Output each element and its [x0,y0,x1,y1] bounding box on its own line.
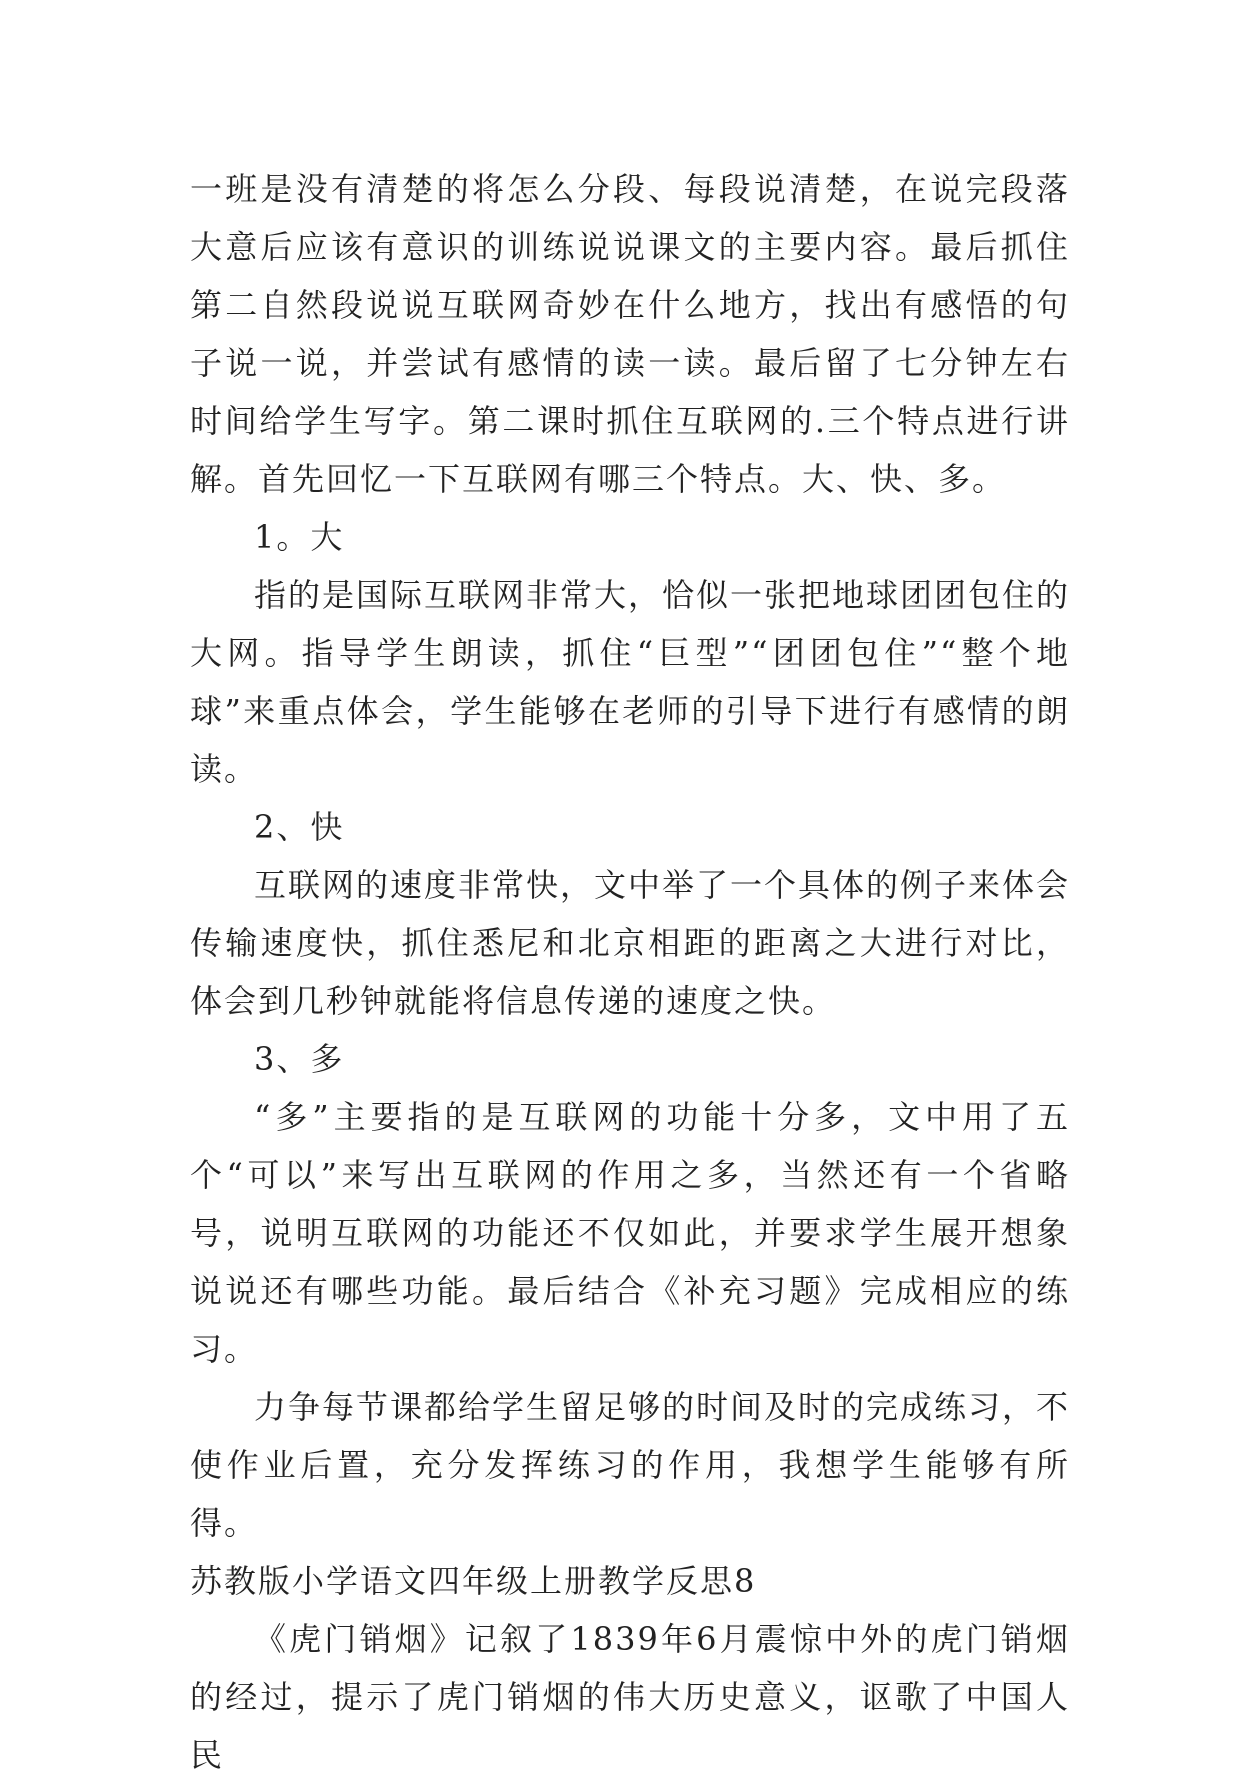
paragraph-6: 《虎门销烟》记叙了1839年6月震惊中外的虎门销烟的经过，提示了虎门销烟的伟大历史意义，讴歌了中国人民 [190,1620,1070,1774]
section-title: 苏教版小学语文四年级上册教学反思8 [190,1562,757,1600]
paragraph-1: 一班是没有清楚的将怎么分段、每段说清楚，在说完段落大意后应该有意识的训练说说课文的主要内容。最后抓住第二自然段说说互联网奇妙在什么地方，找出有感悟的句子说一说，并尝试有感情的读一读。最后留了七分钟左右时间给学生写字。第二课时抓住互联网的.三个特点进行讲解。首先回忆一下互联网有哪三个特点。大、快、多。 [190,170,1070,498]
paragraph-2: 指的是国际互联网非常大，恰似一张把地球团团包住的大网。指导学生朗读，抓住“巨型”“团团包住”“整个地球”来重点体会，学生能够在老师的引导下进行有感情的朗读。 [190,576,1071,788]
paragraph-3: 互联网的速度非常快，文中举了一个具体的例子来体会传输速度快，抓住悉尼和北京相距的距离之大进行对比，体会到几秒钟就能将信息传递的速度之快。 [190,866,1071,1020]
paragraph-heading-fast: 2、快 [254,808,345,846]
paragraph-5: 力争每节课都给学生留足够的时间及时的完成练习，不使作业后置，充分发挥练习的作用，我想学生能够有所得。 [190,1388,1071,1542]
paragraph-heading-big: 1。大 [254,518,345,556]
paragraph-4: “多”主要指的是互联网的功能十分多，文中用了五个“可以”来写出互联网的作用之多，当然还有一个省略号，说明互联网的功能还不仅如此，并要求学生展开想象说说还有哪些功能。最后结合《补充习题》完成相应的练习。 [190,1098,1070,1368]
paragraph-heading-many: 3、多 [254,1040,345,1078]
document-body [190,160,1070,1784]
